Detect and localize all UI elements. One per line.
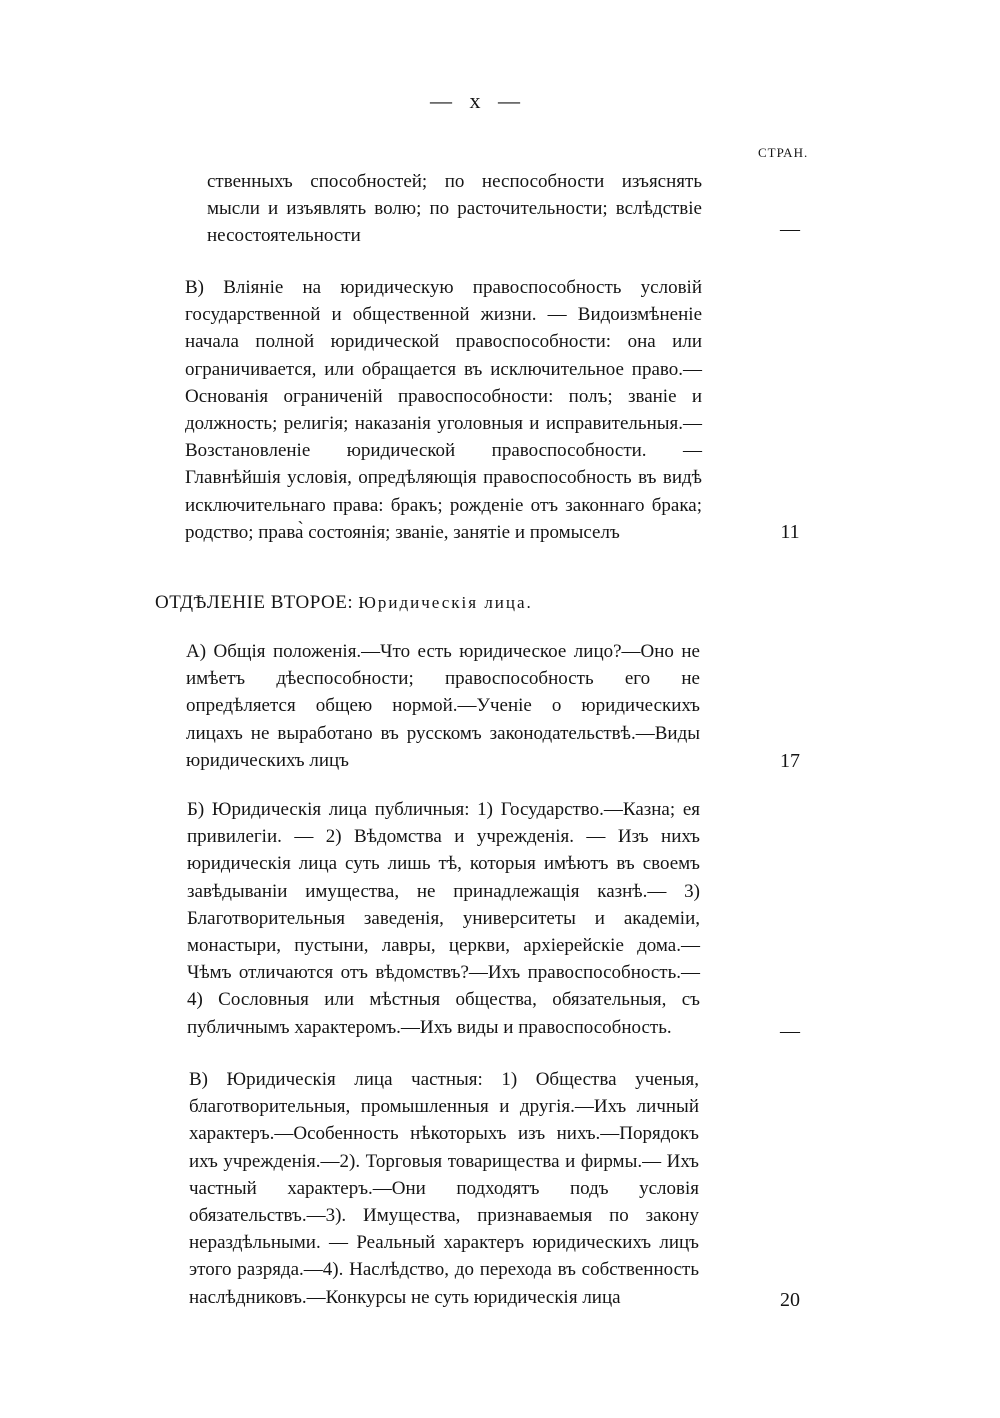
toc-entry-b-public xyxy=(187,796,700,1041)
toc-entry-text: А) Общія положенія.—Что есть юридическое лицо?—Оно не имѣетъ дѣеспособности; правоспособность его не опредѣляется общею нормой.—Ученіе о юридическихъ лицахъ не выработано въ русскомъ законодательствѣ.—Виды юридическихъ лицъ xyxy=(186,641,700,771)
section-title-main: ОТДѢЛЕНІЕ ВТОРОЕ: xyxy=(155,592,354,613)
section-title xyxy=(155,592,533,614)
toc-entry-page: — xyxy=(780,1020,800,1042)
toc-entry-page: 20 xyxy=(780,1289,800,1311)
toc-entry-text: ственныхъ способностей; по неспособности изъяснять мысли и изъявлять волю; по расточительности; вслѣдствіе несостоятельности xyxy=(207,171,702,247)
toc-entry-text: В) Юридическія лица частныя: 1) Общества ученыя, благотворительныя, промышленныя и другія.—Ихъ личный характеръ.—Особенность нѣкоторыхъ изъ нихъ.—Порядокъ ихъ учрежденія.—2). Торговыя товарищества и фирмы.— Ихъ частный характеръ.—Они подходятъ подъ условія обязательствъ.—3). Имущества, признаваемыя по закону нераздѣльными. — Реальный характеръ юридическихъ лицъ этого разряда.—4). Наслѣдство, до перехода въ собственность наслѣдниковъ.—Конкурсы не суть юридическія лица xyxy=(189,1069,699,1308)
toc-entry-page: — xyxy=(780,218,800,240)
section-title-sub: Юридическія лица. xyxy=(358,593,533,612)
toc-entry-page: 11 xyxy=(780,521,800,543)
page-number-header: — x — xyxy=(430,88,526,113)
toc-entry-text: В) Вліяніе на юридическую правоспособность условій государственной и общественной жизни. — Видоизмѣненіе начала полной юридической правоспособности: она или ограничивается, или обращается въ исключительное право.— Основанія ограниченій правоспособности: полъ; званіе и должность; религія; наказанія уголовныя и исправительныя.—Возстановленіе юридической правоспособности. — Главнѣйшія условія, опредѣляющія правоспособность въ видѣ исключительнаго права: бракъ; рожденіе отъ законнаго брака; родство; права̀ состоянія; званіе, занятіе и промыселъ xyxy=(185,277,702,543)
toc-entry-a-general xyxy=(186,638,700,774)
toc-entry-v-private xyxy=(189,1066,699,1311)
page-column-label: СТРАН. xyxy=(758,145,809,160)
toc-entry-page: 17 xyxy=(780,750,800,772)
toc-entry-continuation xyxy=(207,168,702,250)
toc-entry-v-influence xyxy=(185,274,702,546)
toc-entry-text: Б) Юридическія лица публичныя: 1) Государство.—Казна; ея привилегіи. — 2) Вѣдомства и учрежденія. — Изъ нихъ юридическія лица суть лишь тѣ, которыя имѣютъ въ своемъ завѣдываніи имущества, не принадлежащія казнѣ.— 3) Благотворительныя заведенія, университеты и академіи, монастыри, пустыни, лавры, церкви, архіерейскіе дома.— Чѣмъ отличаются отъ вѣдомствъ?—Ихъ правоспособность.— 4) Сословныя или мѣстныя общества, обязательныя, съ публичнымъ характеромъ.—Ихъ виды и правоспособность. xyxy=(187,799,700,1038)
